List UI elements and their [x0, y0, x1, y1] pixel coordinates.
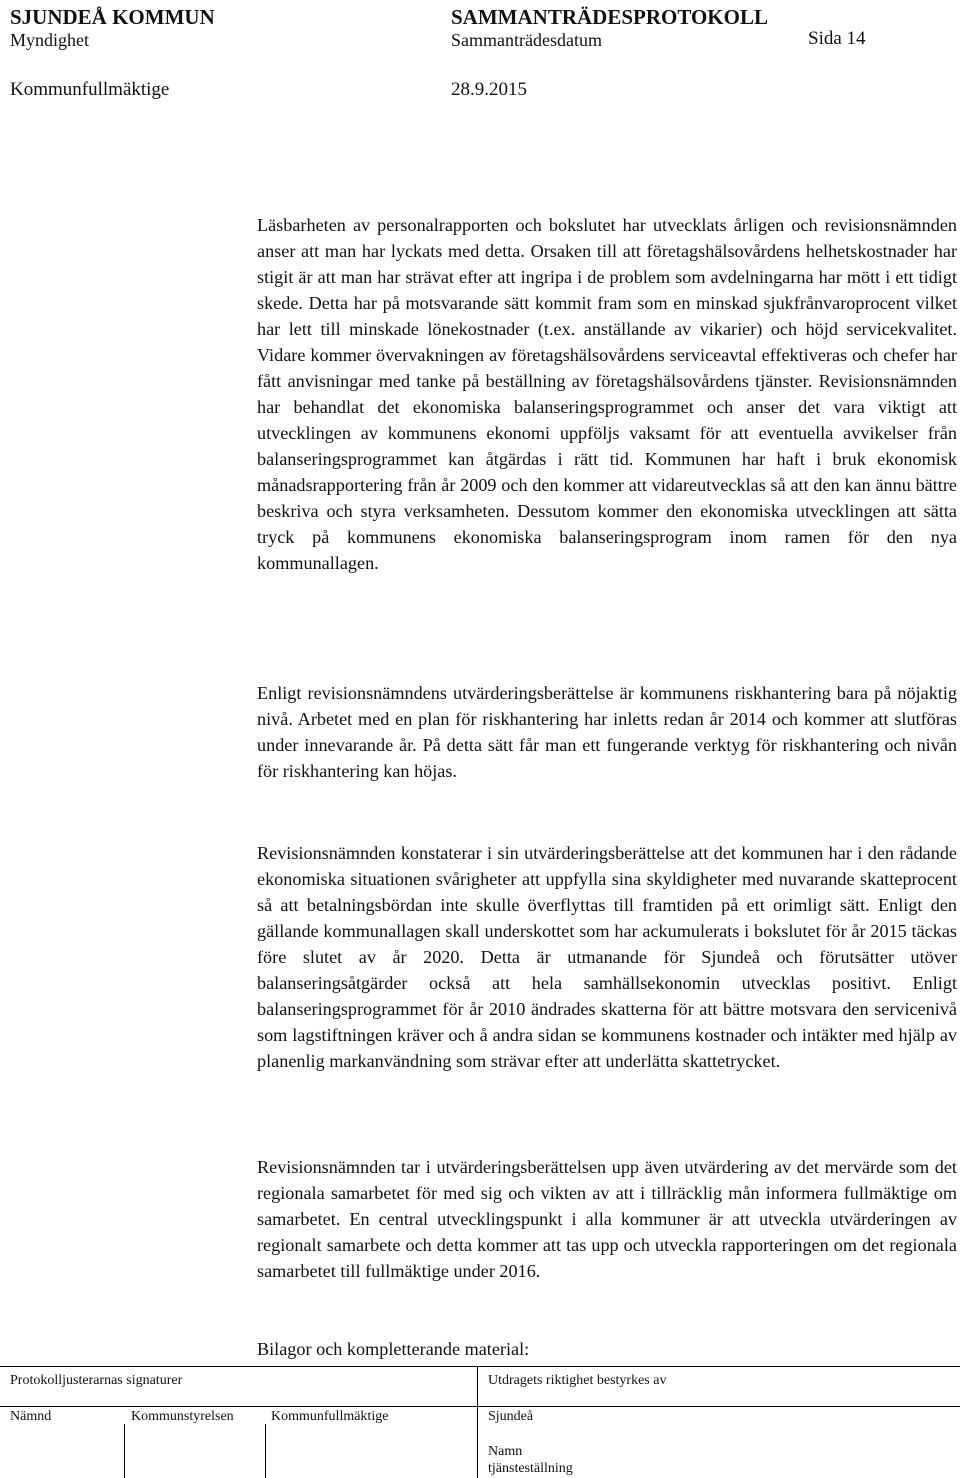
position-label: tjänsteställning: [488, 1461, 573, 1476]
org-name: SJUNDEÅ KOMMUN: [10, 5, 215, 29]
certified-by-label: Utdragets riktighet bestyrkes av: [488, 1373, 667, 1388]
paragraph-text: Läsbarheten av personalrapporten och bokslutet har utvecklats årligen och revisionsnämnden anser att man har lyckats med detta. Orsaken till att företagshälsovårdens helhetskostnader har stigit är att man har strävat efter att ingripa i de problem som avdelningarna har mött i ett tidigt skede. Detta har på motsvarande sätt kommit fram som en minskad sjukfrånvaroprocent vilket har lett till minskade lönekostnader (t.ex. anställande av vikarier) och höjd servicekvalitet. Vidare kommer övervakningen av företagshälsovårdens serviceavtal effektiveras och chefer har fått anvisningar med tanke på beställning av företagshälsovårdens tjänster. Revisionsnämnden har behandlat det ekonomiska balanseringsprogrammet och anser det vara viktigt att utvecklingen av kommunens ekonomi uppföljs vaksamt för att eventuella avvikelser från balanseringsprogrammet kan åtgärdas i rätt tid. Kommunen har haft i bruk ekonomisk månadsrapportering från år 2009 och den kommer att vidareutvecklas så att den kan ännu bättre beskriva och styra verksamheten. Dessutom kommer den ekonomiska utvecklingen att sätta tryck på kommunens ekonomiska balanseringsprogram inom ramen för den nya kommunallagen.: [257, 215, 957, 573]
certification-place: Sjundeå: [488, 1409, 534, 1424]
page-number: Sida 14: [808, 28, 866, 49]
paragraph-text: Revisionsnämnden tar i utvärderingsberättelsen upp även utvärdering av det mervärde som det regionala samarbetet för med sig och vikten av att i tillräcklig mån informera fullmäktige om samarbetet. En central utvecklingspunkt i alla kommuner är att utveckla utvärderingen av regionalt samarbete och detta kommer att tas upp och utveckla rapporteringen om det regionala samarbetet till fullmäktige under 2016.: [257, 1157, 957, 1281]
signature-col-nämnd: Nämnd: [10, 1409, 52, 1424]
footer-top-rule: [0, 1366, 960, 1367]
signatures-label: Protokolljusterarnas signaturer: [10, 1373, 183, 1388]
authority-name: Kommunfullmäktige: [10, 79, 170, 100]
footer-mid-rule: [0, 1406, 960, 1407]
authority-label: Myndighet: [10, 30, 89, 50]
attachments-heading: [257, 1336, 957, 1362]
document-type: SAMMANTRÄDESPROTOKOLL: [451, 5, 768, 29]
footer-cell-divider-2: [265, 1424, 266, 1478]
signature-footer: [0, 1366, 960, 1478]
footer-cell-divider-1: [124, 1424, 125, 1478]
name-label: Namn: [488, 1444, 523, 1459]
paragraph-text: Enligt revisionsnämndens utvärderingsberättelse är kommunens riskhantering bara på nöjaktig nivå. Arbetet med en plan för riskhantering har inletts redan år 2014 och kommer att slutföras under innevarande år. På detta sätt får man ett fungerande verktyg för riskhantering och nivån för riskhantering kan höjas.: [257, 683, 957, 781]
body-paragraph-3: [257, 840, 957, 1074]
meeting-date-label: Sammanträdesdatum: [451, 30, 602, 50]
signature-col-kommunfullmäktige: Kommunfullmäktige: [271, 1409, 389, 1424]
paragraph-text: Revisionsnämnden konstaterar i sin utvärderingsberättelse att det kommunen har i den rådande ekonomiska situationen svårigheter att uppfylla sina skyldigheter med nuvarande skatteprocent så att betalningsbördan inte skulle överflyttas till framtiden på ett orimligt sätt. Enligt den gällande kommunallagen skall underskottet som har ackumulerats i bokslutet för år 2015 täckas före slutet av år 2020. Detta är utmanande för Sjundeå och förutsätter utöver balanseringsåtgärder också att hela samhällsekonomin utvecklas positivt. Enligt balanseringsprogrammet för år 2010 ändrades skatterna för att bättre motsvara den servicenivå som lagstiftningen kräver och å andra sidan se kommunens kostnader och intäkter med hjälp av planenlig markanvändning som strävar efter att underlätta skattetrycket.: [257, 843, 957, 1071]
signature-col-kommunstyrelsen: Kommunstyrelsen: [131, 1409, 234, 1424]
footer-column-divider: [477, 1366, 478, 1478]
paragraph-text: Bilagor och kompletterande material:: [257, 1339, 530, 1359]
meeting-date: 28.9.2015: [451, 79, 527, 100]
body-paragraph-4: [257, 1154, 957, 1284]
body-paragraph-1: [257, 212, 957, 576]
body-paragraph-2: [257, 680, 957, 784]
